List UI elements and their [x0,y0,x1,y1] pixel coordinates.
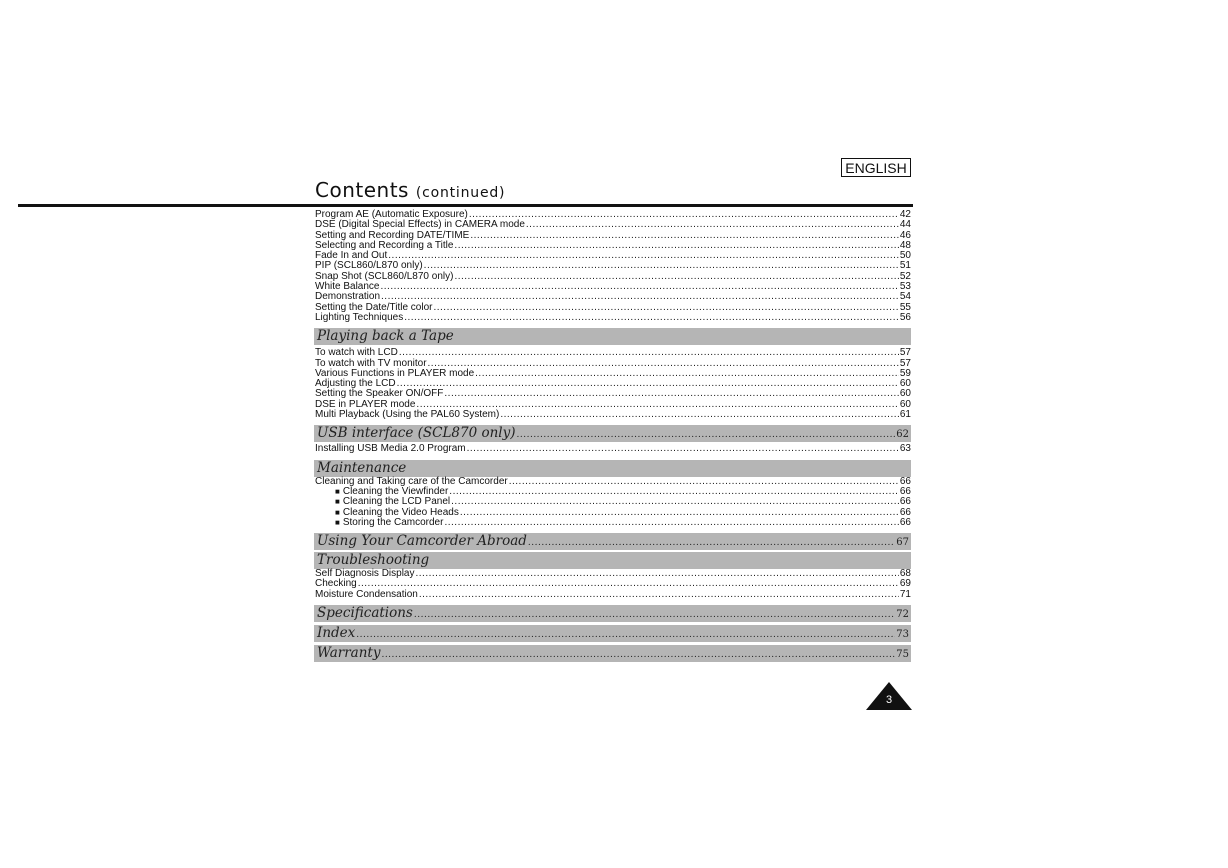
page-number: 3 [885,694,893,706]
section-heading-maintenance[interactable]: Maintenance [314,460,911,477]
section-heading-abroad[interactable]: Using Your Camcorder Abroad ..... 67 [314,533,911,550]
toc-entry[interactable]: Setting the Date/Title color ..... 55 [315,303,911,313]
page-number-badge [866,682,912,710]
toc-entry[interactable]: Adjusting the LCD ..... 60 [315,379,911,389]
toc-entry[interactable]: Demonstration ..... 54 [315,292,911,302]
toc-sub-entry[interactable]: ■ Cleaning the Video Heads ..... 66 [315,508,911,518]
page-title-text: Contents [315,178,409,202]
toc-entry[interactable]: Installing USB Media 2.0 Program ..... 63 [315,444,911,454]
toc-sub-entry[interactable]: ■ Storing the Camcorder ..... 66 [315,518,911,528]
toc-entry[interactable]: Setting and Recording DATE/TIME ..... 46 [315,231,911,241]
toc-entry[interactable]: Selecting and Recording a Title ..... 48 [315,241,911,251]
section-heading-usb[interactable]: USB interface (SCL870 only) ..... 62 [314,425,911,442]
section-heading-warranty[interactable]: Warranty ..... 75 [314,645,911,662]
toc-entry[interactable]: White Balance ..... 53 [315,282,911,292]
section-heading-playing-back[interactable]: Playing back a Tape [314,328,911,345]
toc-entry[interactable]: DSE in PLAYER mode ..... 60 [315,400,911,410]
page-title-suffix: (continued) [415,185,506,201]
toc-entry[interactable]: Cleaning and Taking care of the Camcorder ..... 66 [315,477,911,487]
toc-sub-entry[interactable]: ■ Cleaning the Viewfinder ..... 66 [315,487,911,497]
toc-entry[interactable]: Fade In and Out ..... 50 [315,251,911,261]
toc-entry[interactable]: PIP (SCL860/L870 only) ..... 51 [315,261,911,271]
toc-entry[interactable]: Lighting Techniques ..... 56 [315,313,911,323]
toc-entry[interactable]: Setting the Speaker ON/OFF ..... 60 [315,389,911,399]
table-of-contents [315,210,911,662]
toc-entry[interactable]: Moisture Condensation ..... 71 [315,590,911,600]
toc-entry[interactable]: Snap Shot (SCL860/L870 only) ..... 52 [315,272,911,282]
toc-entry[interactable]: Self Diagnosis Display ..... 68 [315,569,911,579]
toc-entry[interactable]: To watch with LCD ..... 57 [315,348,911,358]
language-badge: ENGLISH [841,158,911,177]
toc-sub-entry[interactable]: ■ Cleaning the LCD Panel ..... 66 [315,497,911,507]
toc-entry[interactable]: Program AE (Automatic Exposure) ..... 42 [315,210,911,220]
toc-entry[interactable]: Various Functions in PLAYER mode ..... 59 [315,369,911,379]
title-rule [18,204,913,207]
page-title [315,178,505,202]
toc-entry[interactable]: Multi Playback (Using the PAL60 System) ..... 61 [315,410,911,420]
section-heading-index[interactable]: Index ..... 73 [314,625,911,642]
section-heading-specifications[interactable]: Specifications ..... 72 [314,605,911,622]
toc-entry[interactable]: DSE (Digital Special Effects) in CAMERA mode ..... 44 [315,220,911,230]
toc-entry[interactable]: To watch with TV monitor ..... 57 [315,359,911,369]
toc-entry[interactable]: Checking ..... 69 [315,579,911,589]
section-heading-troubleshooting[interactable]: Troubleshooting [314,552,911,569]
